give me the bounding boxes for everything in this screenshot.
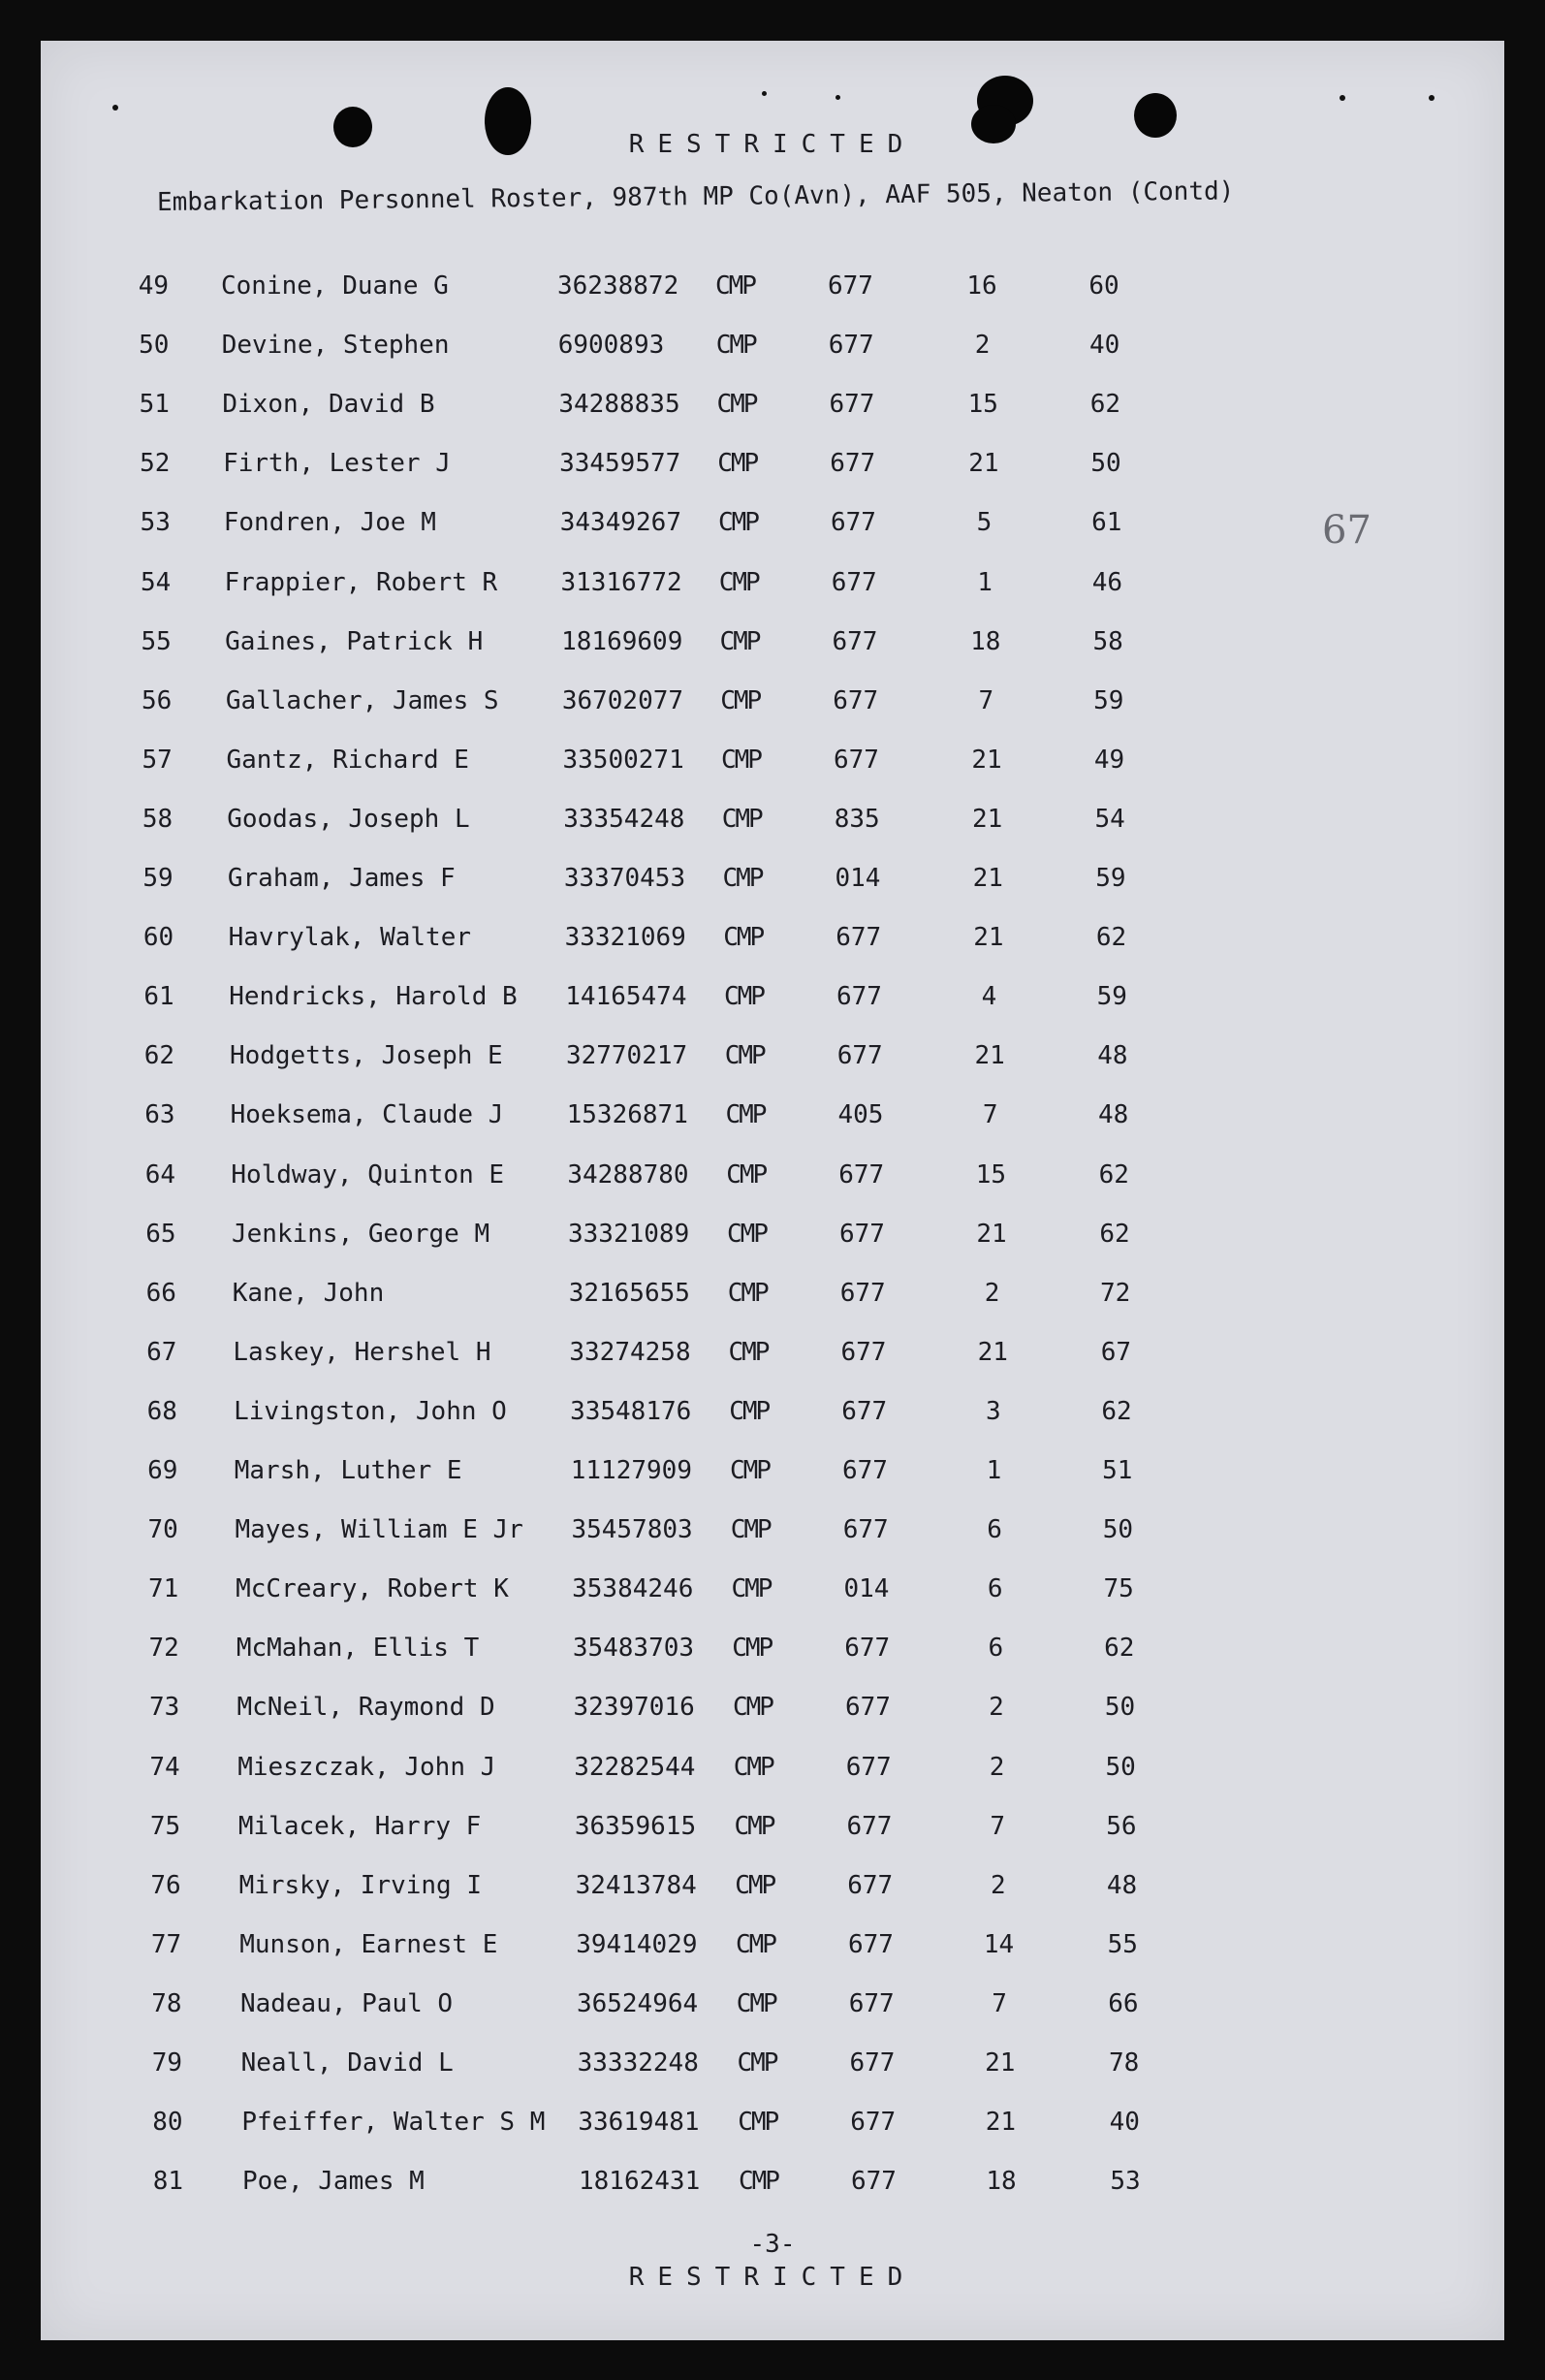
roster-col-b: 40 xyxy=(1109,2108,1140,2138)
roster-name: Gallacher, James S xyxy=(225,685,499,715)
roster-serial: 35457803 xyxy=(571,1515,693,1545)
restricted-stamp-top: RESTRICTED xyxy=(628,130,917,159)
roster-number: 49 xyxy=(138,271,169,301)
table-row xyxy=(41,2048,1504,2087)
table-row xyxy=(41,627,1504,666)
table-row xyxy=(41,982,1504,1021)
roster-number: 70 xyxy=(147,1515,178,1545)
roster-col-b: 59 xyxy=(1095,864,1126,893)
roster-grade: CMP xyxy=(724,982,764,1012)
table-row xyxy=(41,923,1504,962)
roster-col-a: 7 xyxy=(982,1100,998,1130)
roster-name: Munson, Earnest E xyxy=(239,1929,498,1959)
roster-grade: CMP xyxy=(736,1988,776,2018)
roster-col-b: 62 xyxy=(1099,1219,1130,1249)
roster-grade: CMP xyxy=(728,1337,769,1367)
roster-grade: CMP xyxy=(739,2167,778,2197)
roster-serial: 36238872 xyxy=(557,271,679,301)
roster-col-b: 48 xyxy=(1097,1100,1129,1130)
roster-serial: 34288780 xyxy=(567,1159,689,1190)
roster-col-a: 2 xyxy=(991,1870,1006,1900)
speck xyxy=(762,91,767,96)
roster-number: 73 xyxy=(148,1693,180,1723)
table-row xyxy=(41,1100,1504,1139)
roster-mos: 677 xyxy=(841,1396,888,1426)
roster-number: 53 xyxy=(140,508,171,538)
roster-serial: 32165655 xyxy=(568,1278,690,1308)
roster-number: 60 xyxy=(142,923,174,953)
roster-number: 78 xyxy=(151,1988,182,2018)
roster-name: Pfeiffer, Walter S M xyxy=(241,2108,546,2138)
roster-mos: 677 xyxy=(828,271,873,301)
roster-number: 80 xyxy=(152,2108,183,2138)
table-row xyxy=(41,508,1504,547)
roster-col-b: 48 xyxy=(1106,1870,1138,1900)
roster-col-b: 78 xyxy=(1108,2048,1140,2078)
roster-mos: 677 xyxy=(850,2108,897,2138)
roster-number: 52 xyxy=(140,449,171,479)
roster-col-b: 56 xyxy=(1106,1811,1137,1841)
roster-serial: 36702077 xyxy=(561,685,684,715)
roster-col-a: 5 xyxy=(976,508,993,538)
roster-serial: 32397016 xyxy=(573,1693,695,1723)
roster-grade: CMP xyxy=(723,923,764,953)
roster-grade: CMP xyxy=(727,1219,767,1249)
table-row xyxy=(41,1338,1504,1377)
table-row xyxy=(41,746,1504,784)
table-row xyxy=(41,568,1504,607)
roster-name: Mieszczak, John J xyxy=(237,1752,496,1782)
speck xyxy=(1429,95,1435,101)
roster-number: 71 xyxy=(148,1574,179,1604)
roster-grade: CMP xyxy=(734,1811,774,1841)
roster-mos: 677 xyxy=(851,2167,897,2197)
roster-grade: CMP xyxy=(724,1041,765,1071)
roster-col-a: 21 xyxy=(973,923,1004,953)
roster-mos: 014 xyxy=(835,864,881,893)
table-row xyxy=(41,1456,1504,1495)
roster-serial: 33354248 xyxy=(563,804,685,834)
roster-serial: 32282544 xyxy=(574,1752,696,1782)
roster-grade: CMP xyxy=(736,1929,775,1959)
roster-col-b: 49 xyxy=(1093,745,1125,775)
roster-serial: 33321069 xyxy=(564,923,686,953)
roster-col-b: 62 xyxy=(1089,390,1121,420)
roster-mos: 677 xyxy=(831,567,877,597)
table-row xyxy=(41,1041,1504,1080)
roster-serial: 35384246 xyxy=(572,1574,694,1604)
roster-mos: 677 xyxy=(834,745,879,775)
roster-col-a: 3 xyxy=(986,1396,1001,1426)
roster-col-b: 62 xyxy=(1101,1396,1132,1426)
document-page xyxy=(41,41,1504,2340)
roster-name: Goodas, Joseph L xyxy=(227,804,470,834)
roster-col-b: 75 xyxy=(1103,1574,1134,1604)
roster-mos: 677 xyxy=(845,1752,892,1782)
roster-col-a: 6 xyxy=(987,1515,1002,1545)
roster-serial: 33370453 xyxy=(563,864,686,893)
roster-grade: CMP xyxy=(733,1752,773,1782)
roster-name: Frappier, Robert R xyxy=(224,567,498,597)
roster-mos: 677 xyxy=(842,1515,889,1545)
roster-grade: CMP xyxy=(719,626,760,656)
roster-col-a: 21 xyxy=(976,1219,1007,1249)
table-row xyxy=(41,1279,1504,1317)
roster-col-b: 72 xyxy=(1100,1278,1131,1308)
roster-serial: 33548176 xyxy=(570,1396,692,1426)
roster-name: Mayes, William E Jr xyxy=(235,1515,523,1545)
table-row xyxy=(41,1693,1504,1731)
roster-mos: 677 xyxy=(838,1159,885,1190)
roster-number: 72 xyxy=(148,1634,179,1664)
roster-name: Kane, John xyxy=(232,1278,385,1308)
table-row xyxy=(41,390,1504,428)
roster-col-b: 51 xyxy=(1102,1456,1133,1485)
roster-grade: CMP xyxy=(721,804,762,834)
roster-mos: 677 xyxy=(836,982,882,1012)
roster-mos: 677 xyxy=(828,331,874,361)
roster-number: 64 xyxy=(144,1159,176,1190)
roster-heading: Embarkation Personnel Roster, 987th MP Co(Avn), AAF 505, Neaton (Contd) xyxy=(156,176,1235,217)
roster-grade: CMP xyxy=(730,1456,770,1485)
roster-col-a: 18 xyxy=(970,626,1001,656)
roster-col-a: 21 xyxy=(968,449,999,479)
roster-col-a: 2 xyxy=(974,331,991,361)
table-row xyxy=(41,449,1504,488)
roster-name: Mirsky, Irving I xyxy=(238,1870,483,1900)
roster-mos: 677 xyxy=(839,1278,886,1308)
table-row xyxy=(41,1930,1504,1969)
roster-col-a: 21 xyxy=(971,745,1002,775)
roster-col-b: 48 xyxy=(1097,1041,1128,1071)
roster-grade: CMP xyxy=(715,271,755,301)
roster-serial: 34349267 xyxy=(559,508,681,538)
roster-name: Jenkins, George M xyxy=(232,1219,490,1249)
roster-mos: 677 xyxy=(847,1870,894,1900)
roster-grade: CMP xyxy=(729,1396,770,1426)
roster-mos: 677 xyxy=(842,1456,888,1485)
roster-number: 54 xyxy=(141,567,172,597)
roster-grade: CMP xyxy=(735,1870,775,1900)
table-row xyxy=(41,1634,1504,1672)
roster-col-a: 15 xyxy=(967,390,998,420)
roster-grade: CMP xyxy=(725,1100,766,1130)
roster-mos: 835 xyxy=(834,804,880,834)
roster-name: Holdway, Quinton E xyxy=(231,1159,505,1190)
roster-grade: CMP xyxy=(716,390,757,420)
roster-col-a: 1 xyxy=(977,567,993,597)
roster-mos: 677 xyxy=(829,390,875,420)
table-row xyxy=(41,2108,1504,2146)
roster-mos: 677 xyxy=(831,508,876,538)
roster-name: Livingston, John O xyxy=(234,1396,507,1426)
roster-name: Marsh, Luther E xyxy=(234,1456,462,1485)
roster-mos: 677 xyxy=(833,685,879,715)
roster-mos: 677 xyxy=(836,923,882,953)
roster-col-a: 21 xyxy=(985,2108,1017,2138)
roster-grade: CMP xyxy=(718,508,758,538)
roster-col-b: 50 xyxy=(1105,1752,1136,1782)
margin-mark: 67 xyxy=(1322,508,1372,553)
roster-number: 75 xyxy=(149,1811,181,1841)
roster-name: Milacek, Harry F xyxy=(237,1811,482,1841)
roster-col-b: 54 xyxy=(1094,804,1125,834)
roster-name: Dixon, David B xyxy=(222,390,435,420)
roster-mos: 677 xyxy=(832,626,878,656)
speck xyxy=(112,105,118,111)
roster-col-b: 58 xyxy=(1092,626,1123,656)
table-row xyxy=(41,686,1504,725)
roster-col-a: 21 xyxy=(985,2048,1016,2078)
table-row xyxy=(41,1753,1504,1792)
table-row xyxy=(41,864,1504,903)
roster-number: 68 xyxy=(146,1396,177,1426)
roster-serial: 32770217 xyxy=(565,1041,688,1071)
roster-mos: 677 xyxy=(839,1219,885,1249)
restricted-stamp-bottom: RESTRICTED xyxy=(628,2263,917,2292)
roster-name: Neall, David L xyxy=(240,2048,454,2078)
roster-col-a: 2 xyxy=(989,1693,1004,1723)
roster-serial: 11127909 xyxy=(570,1456,692,1485)
roster-mos: 677 xyxy=(844,1634,891,1664)
roster-grade: CMP xyxy=(733,1693,772,1723)
roster-number: 76 xyxy=(150,1870,181,1900)
roster-serial: 18162431 xyxy=(579,2167,701,2197)
roster-serial: 33500271 xyxy=(562,745,684,775)
roster-col-a: 21 xyxy=(971,804,1003,834)
roster-col-b: 60 xyxy=(1088,271,1119,301)
table-row xyxy=(41,271,1504,310)
roster-serial: 14165474 xyxy=(565,982,687,1012)
roster-col-a: 18 xyxy=(986,2167,1017,2197)
roster-serial: 33321089 xyxy=(568,1219,690,1249)
roster-number: 74 xyxy=(149,1752,180,1782)
roster-serial: 32413784 xyxy=(575,1870,697,1900)
roster-number: 62 xyxy=(143,1041,175,1071)
roster-name: Conine, Duane G xyxy=(221,271,449,301)
roster-col-a: 6 xyxy=(987,1574,1003,1604)
roster-serial: 33459577 xyxy=(559,449,681,479)
roster-grade: CMP xyxy=(722,864,763,893)
roster-col-a: 16 xyxy=(966,271,997,301)
table-row xyxy=(41,1812,1504,1851)
roster-mos: 677 xyxy=(830,449,876,479)
roster-col-b: 59 xyxy=(1093,685,1124,715)
roster-serial: 33619481 xyxy=(578,2108,700,2138)
table-row xyxy=(41,805,1504,843)
roster-mos: 405 xyxy=(837,1100,884,1130)
roster-col-a: 21 xyxy=(972,864,1003,893)
roster-col-a: 4 xyxy=(981,982,997,1012)
roster-number: 66 xyxy=(145,1278,176,1308)
roster-col-b: 50 xyxy=(1102,1515,1134,1545)
roster-number: 58 xyxy=(142,804,173,834)
roster-number: 63 xyxy=(144,1100,175,1130)
roster-mos: 014 xyxy=(843,1574,890,1604)
roster-col-a: 21 xyxy=(974,1041,1005,1071)
roster-grade: CMP xyxy=(737,2048,777,2078)
table-row xyxy=(41,331,1504,369)
roster-grade: CMP xyxy=(726,1159,767,1190)
roster-grade: CMP xyxy=(721,745,761,775)
roster-col-b: 61 xyxy=(1091,508,1122,538)
roster-col-a: 21 xyxy=(977,1337,1008,1367)
roster-grade: CMP xyxy=(738,2108,778,2138)
roster-col-b: 66 xyxy=(1108,1988,1139,2018)
roster-mos: 677 xyxy=(849,2048,896,2078)
roster-number: 67 xyxy=(146,1337,177,1367)
roster-grade: CMP xyxy=(720,685,761,715)
roster-mos: 677 xyxy=(840,1337,887,1367)
table-row xyxy=(41,1871,1504,1910)
roster-grade: CMP xyxy=(718,567,759,597)
roster-col-b: 59 xyxy=(1096,982,1127,1012)
roster-col-a: 2 xyxy=(984,1278,1000,1308)
roster-col-b: 50 xyxy=(1090,449,1121,479)
roster-col-a: 14 xyxy=(983,1929,1015,1959)
roster-name: McCreary, Robert K xyxy=(236,1574,509,1604)
roster-name: Gantz, Richard E xyxy=(226,745,469,775)
roster-mos: 677 xyxy=(848,1988,895,2018)
roster-col-b: 46 xyxy=(1091,567,1123,597)
roster-name: Nadeau, Paul O xyxy=(239,1988,454,2018)
roster-mos: 677 xyxy=(848,1929,894,1959)
roster-number: 65 xyxy=(145,1219,176,1249)
speck xyxy=(836,95,840,100)
roster-col-b: 62 xyxy=(1098,1159,1129,1190)
roster-number: 57 xyxy=(142,745,173,775)
roster-number: 51 xyxy=(139,390,170,420)
roster-col-a: 1 xyxy=(986,1456,1002,1485)
roster-col-a: 2 xyxy=(989,1752,1005,1782)
roster-col-b: 62 xyxy=(1095,923,1127,953)
roster-col-b: 53 xyxy=(1110,2167,1141,2197)
roster-name: Gaines, Patrick H xyxy=(225,626,484,656)
roster-grade: CMP xyxy=(717,449,758,479)
roster-col-a: 7 xyxy=(992,1988,1007,2018)
roster-serial: 35483703 xyxy=(572,1634,695,1664)
roster-serial: 33274258 xyxy=(569,1337,691,1367)
page-number: -3- xyxy=(749,2230,796,2259)
roster-serial: 31316772 xyxy=(560,567,682,597)
roster-name: Hodgetts, Joseph E xyxy=(229,1041,503,1071)
roster-col-b: 40 xyxy=(1089,331,1120,361)
table-row xyxy=(41,1397,1504,1436)
roster-number: 61 xyxy=(143,982,174,1012)
roster-number: 79 xyxy=(151,2048,183,2078)
roster-number: 50 xyxy=(139,331,170,361)
roster-col-a: 7 xyxy=(978,685,994,715)
roster-grade: CMP xyxy=(730,1515,771,1545)
roster-grade: CMP xyxy=(727,1278,768,1308)
roster-name: Graham, James F xyxy=(227,864,456,893)
roster-serial: 39414029 xyxy=(576,1929,698,1959)
table-row xyxy=(41,2167,1504,2205)
roster-grade: CMP xyxy=(715,331,756,361)
roster-col-a: 7 xyxy=(990,1811,1006,1841)
roster-col-b: 67 xyxy=(1100,1337,1132,1367)
roster-serial: 36359615 xyxy=(574,1811,697,1841)
roster-name: Firth, Lester J xyxy=(223,449,451,479)
table-row xyxy=(41,1574,1504,1613)
roster-name: Poe, James M xyxy=(242,2167,425,2197)
roster-col-b: 62 xyxy=(1104,1634,1135,1664)
roster-col-a: 15 xyxy=(975,1159,1007,1190)
roster-grade: CMP xyxy=(731,1574,772,1604)
roster-serial: 34288835 xyxy=(558,390,680,420)
roster-name: McMahan, Ellis T xyxy=(236,1634,480,1664)
roster-col-a: 6 xyxy=(988,1634,1004,1664)
roster-number: 81 xyxy=(152,2167,183,2197)
table-row xyxy=(41,1220,1504,1258)
roster-grade: CMP xyxy=(732,1634,772,1664)
roster-name: Devine, Stephen xyxy=(221,331,450,361)
roster-name: Fondren, Joe M xyxy=(223,508,436,538)
table-row xyxy=(41,1160,1504,1199)
roster-col-b: 55 xyxy=(1107,1929,1138,1959)
roster-col-b: 50 xyxy=(1104,1693,1136,1723)
roster-serial: 36524964 xyxy=(576,1988,699,2018)
roster-name: McNeil, Raymond D xyxy=(236,1693,495,1723)
roster-serial: 18169609 xyxy=(561,626,683,656)
roster-number: 77 xyxy=(150,1929,182,1959)
roster-name: Hoeksema, Claude J xyxy=(230,1100,504,1130)
table-row xyxy=(41,1989,1504,2028)
roster-serial: 33332248 xyxy=(577,2048,699,2078)
roster-number: 56 xyxy=(141,685,173,715)
roster-number: 59 xyxy=(142,864,173,893)
roster-number: 69 xyxy=(147,1456,178,1485)
roster-serial: 15326871 xyxy=(566,1100,688,1130)
roster-number: 55 xyxy=(141,626,172,656)
table-row xyxy=(41,1515,1504,1554)
roster-mos: 677 xyxy=(845,1693,891,1723)
roster-name: Hendricks, Harold B xyxy=(229,982,518,1012)
roster-serial: 6900893 xyxy=(557,331,665,361)
roster-name: Laskey, Hershel H xyxy=(233,1337,491,1367)
speck xyxy=(1340,95,1345,101)
roster-mos: 677 xyxy=(846,1811,893,1841)
roster-mos: 677 xyxy=(836,1041,883,1071)
roster-name: Havrylak, Walter xyxy=(228,923,472,953)
